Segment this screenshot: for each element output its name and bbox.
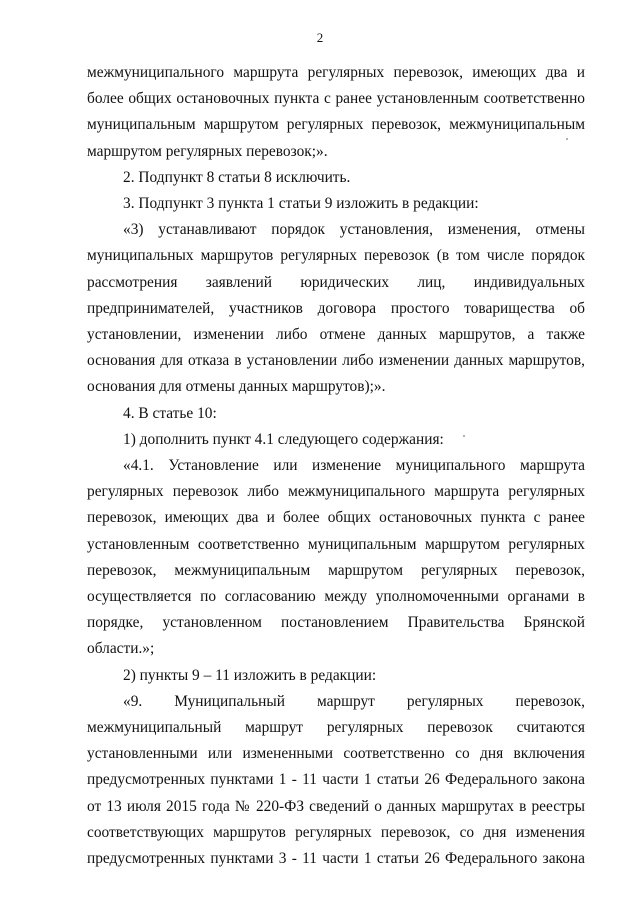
paragraph-item-2: 2. Подпункт 8 статьи 8 исключить.	[123, 168, 351, 186]
paragraph-item-4: 4. В статье 10:	[123, 404, 217, 422]
scan-speck	[566, 138, 568, 140]
scan-speck	[463, 435, 465, 437]
paragraph-quote-3: «3) устанавливают порядок установления, изменения, отмены муниципальных маршрутов регулярных перевозок (в том числе порядок рассмотрения заявлений юридических лиц, индивидуальных предпринимателей, участников договора простого товарищества об установлении, изменении либо отмене данных маршрутов, а также основания для отказа в установлении либо изменении данных маршрутов, основания для отмены данных маршрутов);».	[87, 221, 585, 396]
paragraph-quote-9: «9. Муниципальный маршрут регулярных перевозок, межмуниципальный маршрут регулярных перевозок считаются установленными или измененными соответственно со дня включения предусмотренных пунктами 1 - 11 части 1 статьи 26 Федерального закона от 13 июля 2015 года № 220-ФЗ сведений о данных маршрутах в реестры соответствующих маршрутов регулярных перевозок, со дня изменения предусмотренных пунктами 3 - 11 части 1 статьи 26 Федерального закона	[87, 692, 585, 868]
paragraph-subitem-1: 1) дополнить пункт 4.1 следующего содержания:	[123, 430, 444, 448]
paragraph-item-3: 3. Подпункт 3 пункта 1 статьи 9 изложить в редакции:	[123, 195, 479, 213]
page-number: 2	[316, 30, 324, 45]
document-body	[87, 60, 585, 872]
paragraph-quote-4-1: «4.1. Установление или изменение муниципального маршрута регулярных перевозок либо межмуниципального маршрута регулярных перевозок, имеющих два и более общих остановочных пункта с ранее установленным соответственно муниципальным маршрутом регулярных перевозок, межмуниципальным маршрутом регулярных перевозок, осуществляется по согласованию между уполномоченными органами в порядке, установленном постановлением Правительства Брянской области.»;	[87, 457, 585, 658]
paragraph-subitem-2: 2) пункты 9 – 11 изложить в редакции:	[123, 666, 377, 684]
paragraph-continuation: межмуниципального маршрута регулярных перевозок, имеющих два и более общих остановочных пункта с ранее установленным соответственно муниципальным маршрутом регулярных перевозок, межмуниципальным маршрутом регулярных перевозок;».	[87, 64, 585, 160]
